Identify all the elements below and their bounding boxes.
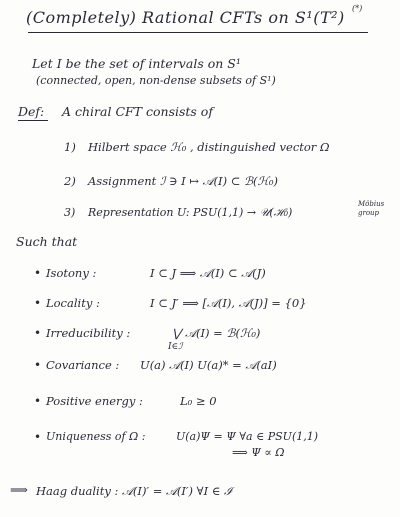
group-label: group bbox=[358, 209, 380, 217]
bullet-dot: • bbox=[34, 358, 42, 372]
item-1-text: Hilbert space ℋ₀ , distinguished vector Ω bbox=[88, 140, 330, 154]
bullet-4-label: Covariance : bbox=[46, 358, 120, 372]
irreducibility-subscript: I∈ℐ bbox=[168, 342, 183, 352]
bullet-3-label: Irreducibility : bbox=[46, 326, 131, 340]
intro-line-2: (connected, open, non-dense subsets of S¹) bbox=[36, 74, 276, 87]
bullet-2-text: I ⊂ J′ ⟹ [𝒜(I), 𝒜(J)] = {0} bbox=[150, 296, 307, 310]
item-1-num: 1) bbox=[64, 140, 76, 154]
bullet-1-text: I ⊂ J ⟹ 𝒜(I) ⊂ 𝒜(J) bbox=[150, 266, 266, 280]
bullet-5-text: L₀ ≥ 0 bbox=[180, 394, 217, 408]
such-that: Such that bbox=[16, 234, 78, 249]
uniqueness-line-2: ⟹ Ψ ∝ Ω bbox=[232, 446, 285, 459]
bullet-dot: • bbox=[34, 394, 42, 408]
bullet-1-label: Isotony : bbox=[46, 266, 97, 280]
title-mark: (*) bbox=[352, 4, 363, 13]
title-underline bbox=[28, 32, 368, 33]
bullet-dot: • bbox=[34, 326, 42, 340]
item-3-text: Representation U: PSU(1,1) → 𝒰(ℋ₀) bbox=[88, 206, 293, 219]
item-2-text: Assignment ℐ ∋ I ↦ 𝒜(I) ⊂ ℬ(ℋ₀) bbox=[88, 174, 278, 188]
haag-duality: Haag duality : 𝒜(I)′ = 𝒜(I′) ∀I ∈ ℐ bbox=[36, 484, 233, 498]
mobius-label: Möbius bbox=[358, 200, 385, 208]
bullet-6-text: U(a)Ψ = Ψ ∀a ∈ PSU(1,1) bbox=[176, 430, 319, 443]
item-2-num: 2) bbox=[64, 174, 76, 188]
page-title: (Completely) Rational CFTs on S¹(T²) bbox=[26, 8, 345, 27]
bullet-6-label: Uniqueness of Ω : bbox=[46, 430, 146, 443]
def-label: Def: bbox=[18, 104, 45, 119]
def-text: A chiral CFT consists of bbox=[62, 104, 213, 119]
item-3-num: 3) bbox=[64, 206, 76, 219]
bullet-4-text: U(a) 𝒜(I) U(a)* = 𝒜(aI) bbox=[140, 358, 277, 372]
bullet-5-label: Positive energy : bbox=[46, 394, 143, 408]
bullet-dot: • bbox=[34, 266, 42, 280]
bullet-3-text: ⋁ 𝒜(I) = ℬ(ℋ₀) bbox=[172, 326, 261, 340]
bullet-dot: • bbox=[34, 430, 42, 444]
def-underline bbox=[18, 120, 48, 121]
haag-arrow: ⟹ bbox=[10, 482, 28, 497]
intro-line-1: Let I be the set of intervals on S¹ bbox=[32, 56, 241, 71]
bullet-2-label: Locality : bbox=[46, 296, 100, 310]
bullet-dot: • bbox=[34, 296, 42, 310]
